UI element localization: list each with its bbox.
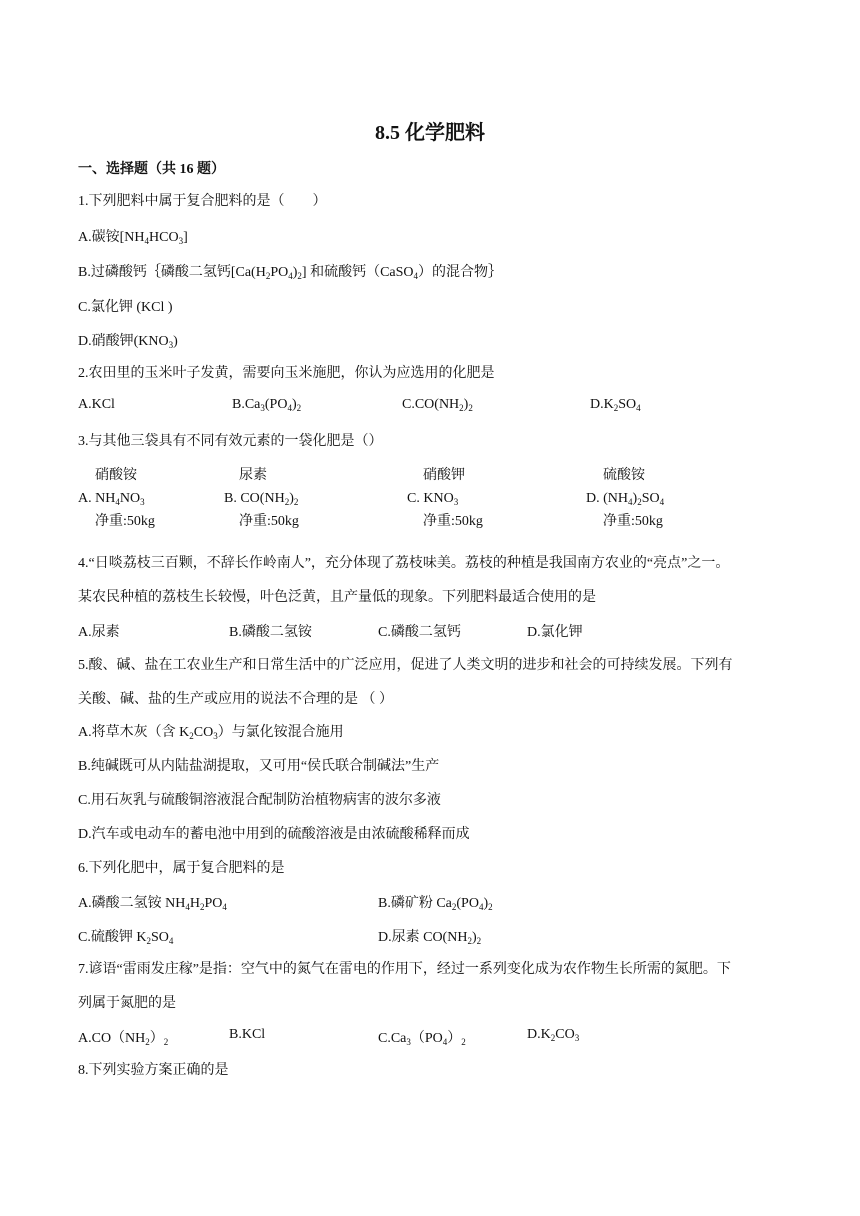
bag-formula: C. $KNO_3$ <box>407 491 459 507</box>
question-2-option-d: $D.K_2SO_4$ <box>590 397 641 413</box>
question-1-stem: 1.下列肥料中属于复合肥料的是（ ） <box>78 194 327 209</box>
question-6-option-b: B.磷矿粉 $Ca_2(PO_4)_2$ <box>378 896 493 912</box>
question-2-stem: 2.农田里的玉米叶子发黄，需要向玉米施肥，你认为应选用的化肥是 <box>78 366 495 381</box>
bag-name: 尿素 <box>239 468 267 483</box>
question-5-option-d: D.汽车或电动车的蓄电池中用到的硫酸溶液是由浓硫酸稀释而成 <box>78 827 470 842</box>
page-title: 8.5 化学肥料 <box>375 122 485 144</box>
question-6-option-c: C.硫酸钾 $K_2SO_4$ <box>78 930 174 946</box>
question-4-option-d: D.氯化钾 <box>527 625 583 640</box>
question-4-option-a: A.尿素 <box>78 625 120 640</box>
question-5-option-b: B.纯碱既可从内陆盐湖提取，又可用“侯氏联合制碱法”生产 <box>78 759 440 774</box>
question-7-stem-line-1: 7.谚语“雷雨发庄稼”是指：空气中的氮气在雷电的作用下，经过一系列变化成为农作物生长所需的氮肥。下 <box>78 962 731 977</box>
question-4-option-c: C.磷酸二氢钙 <box>378 625 461 640</box>
fertilizer-bag-b <box>224 464 299 533</box>
question-4-stem-line-2: 某农民种植的荔枝生长较慢，叶色泛黄，且产量低的现象。下列肥料最适合使用的是 <box>78 590 596 605</box>
bag-weight: 净重:50kg <box>423 514 483 529</box>
question-8-stem: 8.下列实验方案正确的是 <box>78 1063 229 1078</box>
bag-name: 硝酸钾 <box>423 468 465 483</box>
question-2-option-b: $B.Ca_3(PO_4)_2$ <box>232 397 302 413</box>
question-6-option-d: D.尿素 $CO(NH_2)_2$ <box>378 930 482 946</box>
question-4-stem-line-1: 4.“日啖荔枝三百颗，不辞长作岭南人”，充分体现了荔枝味美。荔枝的种植是我国南方农业的“亮点”之一。 <box>78 556 730 571</box>
bag-weight: 净重:50kg <box>239 514 299 529</box>
bag-name: 硝酸铵 <box>95 468 137 483</box>
question-1-option-b: B.过磷酸钙｛磷酸二氢钙$[Ca(H_2PO_4)_2]$ 和硫酸钙（CaSO$_4$）的混合物｝ <box>78 265 503 281</box>
question-2-option-c: $C.CO(NH_2)_2$ <box>402 397 473 413</box>
section-heading: 一、选择题（共 16 题） <box>78 162 225 177</box>
fertilizer-bag-d <box>586 464 664 533</box>
fertilizer-bag-c <box>407 464 483 533</box>
bag-weight: 净重:50kg <box>95 514 155 529</box>
question-7-option-d: $D.K_2CO_3$ <box>527 1027 580 1043</box>
question-5-stem-line-1: 5.酸、碱、盐在工农业生产和日常生活中的广泛应用，促进了人类文明的进步和社会的可持续发展。下列有 <box>78 658 733 673</box>
question-5-option-c: C.用石灰乳与硫酸铜溶液混合配制防治植物病害的波尔多液 <box>78 793 441 808</box>
question-1-option-a: A.碳铵$[NH_4HCO_3]$ <box>78 230 188 246</box>
question-7-option-a: $A.CO(NH_2)_2$ <box>78 1031 169 1047</box>
question-5-stem-line-2: 关酸、碱、盐的生产或应用的说法不合理的是 （ ） <box>78 692 393 707</box>
question-2-option-a: A.KCl <box>78 397 115 412</box>
fertilizer-bag-a <box>78 464 155 533</box>
question-1-option-c: C.氯化钾 (KCl ) <box>78 300 173 315</box>
bag-weight: 净重:50kg <box>603 514 663 529</box>
question-6-stem: 6.下列化肥中，属于复合肥料的是 <box>78 861 285 876</box>
question-7-stem-line-2: 列属于氮肥的是 <box>78 996 176 1011</box>
question-1-option-d: D.硝酸钾$(KNO_3)$ <box>78 334 178 350</box>
bag-formula: B. $CO(NH_2)_2$ <box>224 491 299 507</box>
question-4-option-b: B.磷酸二氢铵 <box>229 625 312 640</box>
question-6-option-a: A.磷酸二氢铵 $NH_4H_2PO_4$ <box>78 896 227 912</box>
bag-name: 硫酸铵 <box>603 468 645 483</box>
question-5-option-a: A.将草木灰（含 $K_2CO_3$）与氯化铵混合施用 <box>78 725 344 741</box>
question-7-option-b: B.KCl <box>229 1027 266 1042</box>
bag-formula: D. $(NH_4)_2SO_4$ <box>586 491 665 507</box>
question-7-option-c: $C.Ca_3(PO_4)_2$ <box>378 1031 466 1047</box>
question-3-stem: 3.与其他三袋具有不同有效元素的一袋化肥是（） <box>78 434 383 449</box>
bag-formula: A. $NH_4NO_3$ <box>78 491 145 507</box>
